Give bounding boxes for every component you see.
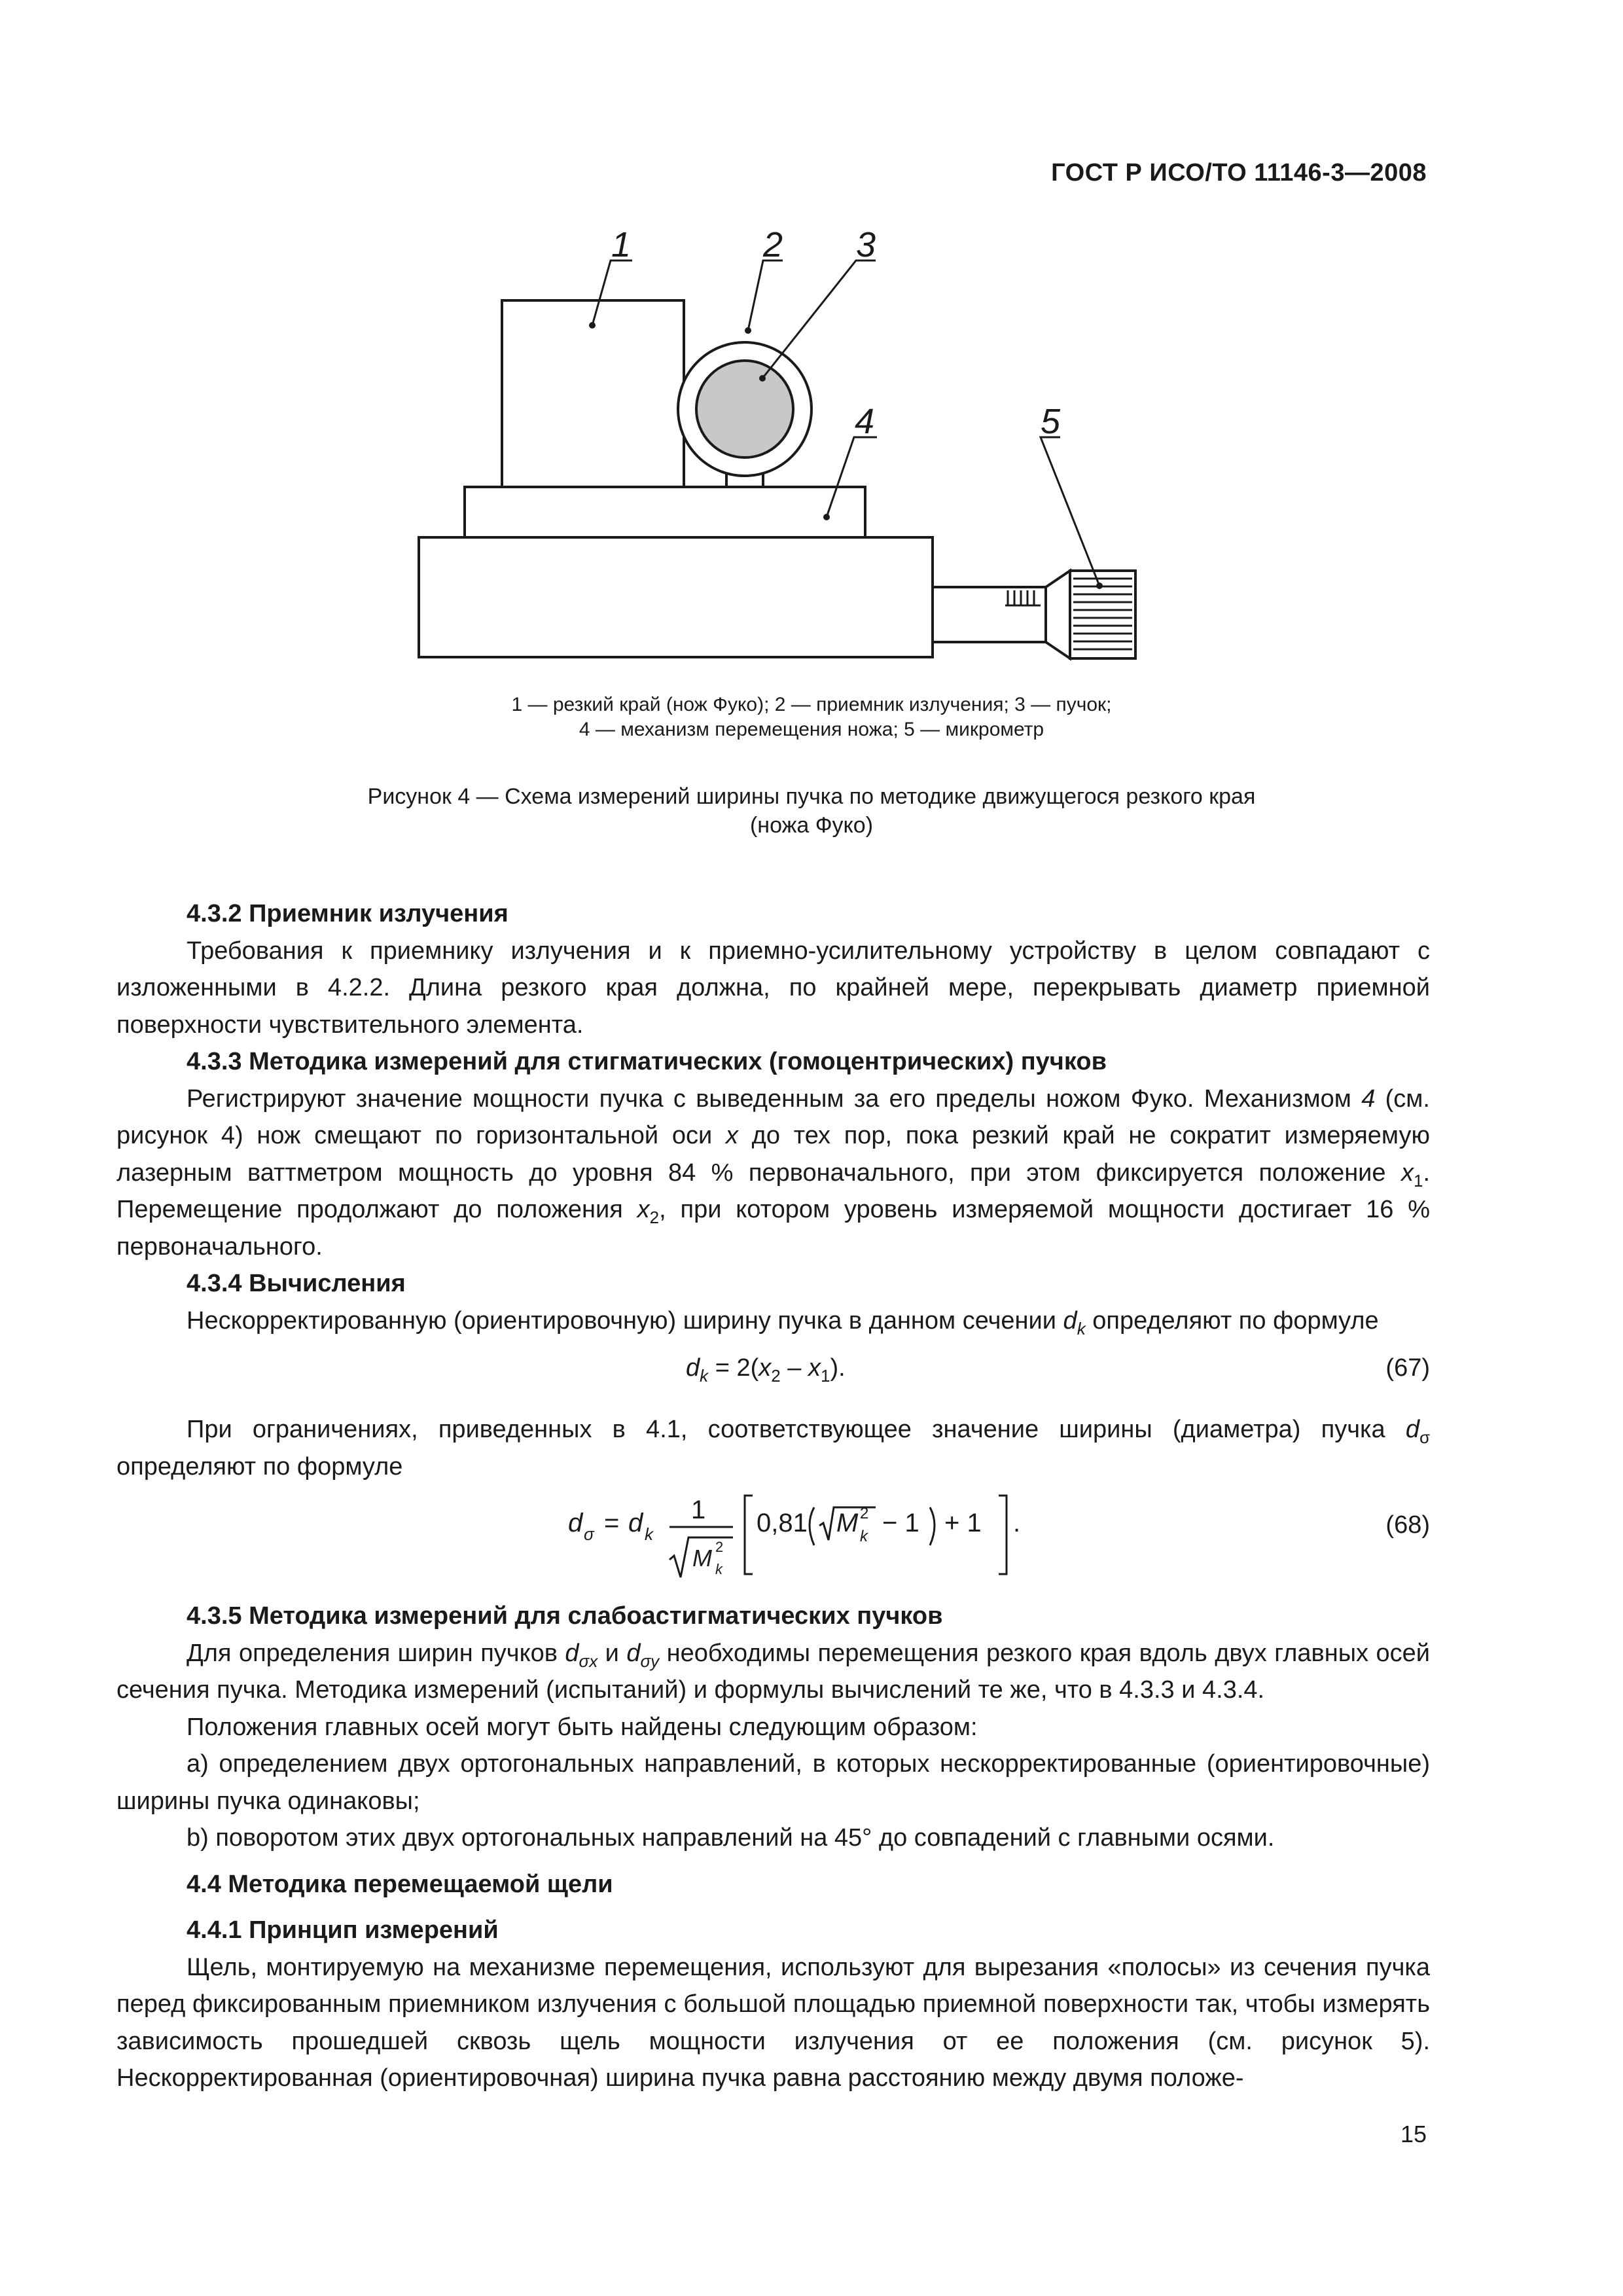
figure-legend (196, 692, 1427, 742)
svg-text:M: M (836, 1509, 859, 1537)
micrometer-cone (1046, 571, 1070, 658)
figure-caption (196, 782, 1427, 840)
figure-label-4: 4 (855, 402, 875, 441)
list-item-b: b) поворотом этих двух ортогональных направлений на 45° до совпадений с главными осями. (187, 1824, 1275, 1852)
figure-label-2: 2 (763, 225, 783, 264)
formula-67-number: (67) (1385, 1354, 1430, 1382)
micrometer-knob (1070, 571, 1135, 658)
para-4-3-5-a: Для определения ширин пучков $d_{\sigma x}$ и $d_{\sigma y}$ необходимы перемещения резкого края вдоль двух главных осей сечения пучка. Методика измерений (испытаний) и формулы вычислений те же, что в 4.3.3 и 4.3.4. (116, 1639, 1430, 1704)
beam-circle (696, 361, 793, 457)
svg-text:0,81: 0,81 (757, 1509, 808, 1537)
svg-text:2: 2 (715, 1539, 724, 1555)
formula-67 (116, 1339, 1430, 1411)
legend-line-2: 4 — механизм перемещения ножа; 5 — микрометр (579, 719, 1044, 740)
caption-line-2: (ножа Фуко) (749, 813, 874, 838)
para-4-3-5-b: Положения главных осей могут быть найдены следующим образом: (187, 1713, 978, 1741)
heading-4-3-3: 4.3.3 Методика измерений для стигматических (гомоцентрических) пучков (187, 1048, 1107, 1075)
svg-text:k: k (645, 1524, 653, 1544)
svg-text:1: 1 (691, 1496, 706, 1524)
heading-4-3-4: 4.3.4 Вычисления (187, 1270, 406, 1297)
para-4-3-2: Требования к приемнику излучения и к приемно-усилительному устройству в целом совпадают с изложенными в 4.2.2. Длина резкого края должна, по крайней мере, перекрывать диаметр приемной поверхности чувствительного элемента. (116, 937, 1430, 1039)
formula-67-expression: $d_k = 2(x_2 - x_1)$. (686, 1354, 846, 1386)
para-4-4-1: Щель, монтируемую на механизме перемещения, используют для вырезания «полосы» из сечения пучка перед фиксированным приемником излучения с большой площадью приемной поверхности так, чтобы измерять зависимость прошедшей сквозь щель мощности излучения от ее положения (см. рисунок 5). Нескорректированная (ориентировочная) ширина пучка равна расстоянию между двумя положе- (116, 1953, 1430, 2092)
figure-label-1: 1 (611, 225, 632, 264)
micrometer-shaft (933, 587, 1046, 642)
svg-text:+ 1: + 1 (944, 1509, 982, 1537)
svg-text:d: d (568, 1509, 583, 1537)
legend-line-1: 1 — резкий край (нож Фуко); 2 — приемник излучения; 3 — пучок; (511, 694, 1112, 715)
base-block (419, 537, 933, 657)
figure-label-3: 3 (856, 225, 876, 264)
body-text (116, 895, 1430, 2097)
document-code: ГОСТ Р ИСО/ТО 11146-3—2008 (1051, 159, 1427, 187)
figure-label-5: 5 (1041, 402, 1061, 441)
caption-line-1: Рисунок 4 — Схема измерений ширины пучка по методике движущегося резкого края (367, 784, 1256, 809)
svg-text:− 1: − 1 (882, 1509, 919, 1537)
knife-movement-mechanism (465, 487, 865, 537)
svg-text:M: M (692, 1545, 712, 1571)
para-4-3-3: Регистрируют значение мощности пучка с выведенным за его пределы ножом Фуко. Механизмом 4 (см. рисунок 4) нож смещают по горизонтальной оси x до тех пор, пока резкий край не сократит измеряемую лазерным ваттметром мощность до уровня 84 % первоначального, при этом фиксируется положение $x_1$. Перемещение продолжают до положения $x_2$, при котором уровень измеряемой мощности достигает 16 % первоначального. (116, 1085, 1430, 1261)
formula-68-number: (68) (1385, 1511, 1430, 1539)
formula-68-expression (568, 1482, 1105, 1594)
svg-text:.: . (1013, 1509, 1021, 1537)
svg-text:k: k (860, 1528, 868, 1545)
formula-68 (116, 1490, 1430, 1588)
heading-4-4-1: 4.4.1 Принцип измерений (187, 1916, 499, 1944)
svg-text:k: k (715, 1561, 722, 1577)
para-4-3-4-b: При ограничениях, приведенных в 4.1, соответствующее значение ширины (диаметра) пучка $d_\sigma$ определяют по формуле (116, 1416, 1430, 1480)
svg-text:d: d (628, 1509, 643, 1537)
svg-text:2: 2 (860, 1505, 869, 1522)
list-item-a: a) определением двух ортогональных направлений, в которых нескорректированные (ориентировочные) ширины пучка одинаковы; (116, 1750, 1430, 1815)
svg-text:=: = (604, 1509, 620, 1537)
figure-knife-edge-schematic (366, 216, 1217, 674)
para-4-3-4-a: Нескорректированную (ориентировочную) ширину пучка в данном сечении $d_k$ определяют по формуле (187, 1306, 1379, 1338)
page-number: 15 (1400, 2121, 1427, 2147)
heading-4-4: 4.4 Методика перемещаемой щели (187, 1870, 613, 1898)
heading-4-3-5: 4.3.5 Методика измерений для слабоастигматических пучков (187, 1602, 943, 1630)
svg-text:σ: σ (584, 1524, 594, 1544)
heading-4-3-2: 4.3.2 Приемник излучения (187, 900, 508, 927)
